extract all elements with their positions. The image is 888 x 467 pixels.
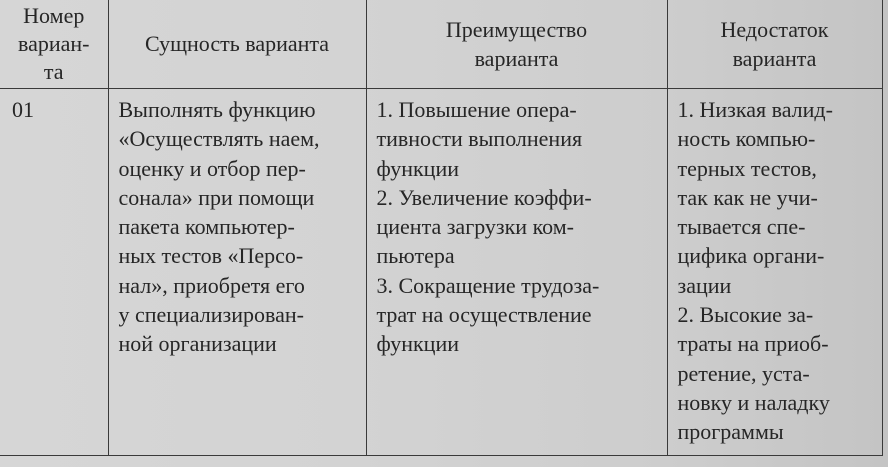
essence-line: ных тестов «Персо- [118, 243, 304, 269]
header-variant-advantage [366, 0, 667, 89]
advantage-line: пьютера [376, 243, 455, 269]
essence-line: у специализирован- [118, 302, 304, 328]
essence-line: оценку и отбор пер- [118, 155, 306, 181]
header-variant-essence [108, 0, 366, 89]
header-line: варианта [732, 46, 817, 71]
header-line: Недостаток [720, 16, 829, 42]
disadvantage-line: программы [677, 419, 784, 445]
disadvantage-line: терных тестов, [677, 155, 817, 181]
header-line: та [43, 59, 64, 84]
header-variant-number [0, 0, 108, 89]
table-body [0, 89, 882, 456]
disadvantage-line: так как не учи- [677, 184, 818, 210]
essence-line: сонала» при помощи [118, 184, 315, 210]
header-line: Преимущество [445, 16, 588, 42]
header-variant-disadvantage [667, 0, 882, 89]
advantage-line: 3. Сокращение трудоза- [376, 272, 600, 298]
disadvantage-line: зации [677, 272, 732, 298]
disadvantage-line: ность компью- [677, 126, 816, 152]
essence-line: пакета компьютер- [118, 214, 295, 240]
cell-variant-advantage [366, 89, 667, 456]
table-row [0, 89, 882, 456]
advantage-line: функции [376, 155, 459, 181]
disadvantage-line: тывается спе- [677, 214, 806, 240]
cell-variant-number [0, 89, 108, 456]
advantage-line: тивности выполнения [376, 126, 583, 152]
essence-line: ной организации [118, 331, 277, 357]
essence-line: Выполнять функцию [118, 97, 316, 122]
disadvantage-line: траты на приоб- [677, 331, 829, 357]
essence-line: нал», приобретя его [118, 272, 305, 298]
disadvantage-line: 2. Высокие за- [677, 302, 814, 328]
essence-line: «Осуществлять наем, [118, 126, 320, 152]
advantage-line: циента загрузки ком- [376, 214, 574, 240]
advantage-line: трат на осуществление [376, 302, 592, 328]
disadvantage-line: новку и наладку [677, 389, 830, 415]
header-line: варианта [474, 46, 559, 71]
cell-variant-essence [108, 89, 366, 456]
advantage-line: 2. Увеличение коэффи- [376, 184, 592, 210]
header-line: вариан- [18, 31, 90, 56]
disadvantage-line: цифика органи- [677, 243, 825, 269]
disadvantage-line: 1. Низкая валид- [677, 97, 833, 122]
header-line: Номер [23, 3, 85, 28]
table-header [0, 0, 882, 89]
disadvantage-line: ретение, уста- [677, 360, 810, 386]
header-line: Сущность варианта [144, 31, 330, 57]
advantage-line: функции [376, 331, 459, 357]
header-row [0, 0, 882, 89]
advantage-line: 1. Повышение опера- [376, 97, 577, 122]
variant-number: 01 [12, 97, 34, 122]
cell-variant-disadvantage [667, 89, 882, 456]
